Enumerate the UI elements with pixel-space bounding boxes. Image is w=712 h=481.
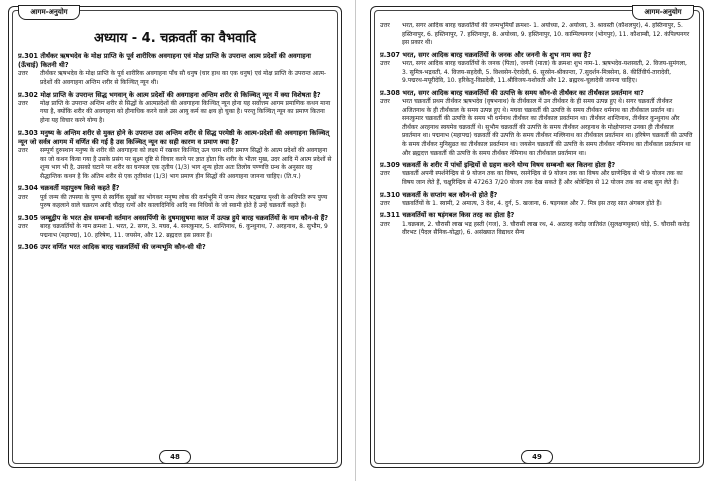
qa-list: [380, 22, 694, 238]
answer: [380, 22, 694, 48]
header-tab: आगम-अनुयोग: [632, 5, 694, 20]
answer: [18, 100, 332, 126]
question: प्र.304 चक्रवर्ती महापुरुष किसे कहते हैं?: [18, 184, 120, 193]
answer-label: उत्तर: [380, 97, 390, 105]
question: प्र.311 चक्रवर्तियों का षड़ंगबल किस तरह का होता है?: [380, 211, 515, 220]
answer: [380, 200, 694, 209]
answer-text: सम्पूर्ण दुरुस्थान मनुष्य के शरीर की अवगाहना को लक्ष्य में रखकर किञ्चित् ऊन चरम शरीर प्रमाण सिद्धों के आत्म प्रदेशों की अवगाहना का जो कथन किया गया है उसके प्रसंग पर सूक्ष्म दृष्टि से विचार करने पर ज्ञात होता कि शरीर के भीतर मुख, उदर आदि में आत्म प्रदेशों से शून्य भाग भी है, उसको घटाने पर शरीर का घनफल एक तृतीय (1/3) भाग शून्य होता अतः तिलोय पण्णत्ति ग्रन्थ के अनुसार वह सैद्धान्तिक कथन है कि अंतिम शरीर से एक तृतीयांश (1/3) भाग प्रमाण हीन सिद्धों की अवगाहना जानना चाहिए। (ति.प.): [40, 146, 332, 180]
answer-label: उत्तर: [380, 59, 390, 67]
answer-label: उत्तर: [18, 99, 28, 107]
question: प्र.305 जम्बूद्वीप के भरत क्षेत्र सम्बन्धी वर्तमान अवसर्पिणी के दुषमासुषमा काल में उत्पन्न हुये बारह चक्रवर्तियों के नाम कौन-से हैं?: [18, 213, 329, 222]
answer-label: उत्तर: [18, 193, 28, 201]
right-page: [370, 6, 704, 468]
answer-label: उत्तर: [380, 199, 390, 207]
qa-list: [18, 52, 332, 252]
answer-text: भरत, सगर आदिक बारह चक्रवर्तियों की जन्मभूमियाँ क्रमशः- 1. अयोध्या, 2. अयोध्या, 3. श्रावस्ती (कौशलपुर), 4. हस्तिनापुर, 5. हस्तिनापुर, 6. हस्तिनापुर, 7. हस्तिनापुर, 8. अयोध्या, 9. हस्तिनापुर, 10. काम्पिल्यनगर (भोगपुर), 11. कौशाम्बी, 12. कंपिल्यनगर इस प्रकार थी।: [402, 22, 690, 47]
answer-text: तीर्थंकर ऋषभदेव के मोक्ष प्राप्ति के पूर्व शारीरिक अवगाहना पाँच सौ धनुष (चार हाथ का एक धनुष) एवं मोक्ष प्राप्ति के उपरान्त आत्म-प्रदेशों की अवगाहना अन्तिम शरीर से किञ्चित् न्यून थी।: [40, 70, 327, 86]
answer-label: उत्तर: [380, 220, 390, 228]
header-tab: आगम-अनुयोग: [18, 5, 80, 20]
question: प्र.308 भरत, सगर आदिक बारह चक्रवर्तियों की उत्पत्ति के समय कौन-से तीर्थंकर का तीर्थंकाल प्रवर्तमान था?: [380, 88, 644, 97]
page-number: 48: [159, 450, 191, 464]
left-page: [8, 6, 342, 468]
question: प्र.303 मनुष्य के अन्तिम शरीर से मुक्त होने के उपरान्त उस अन्तिम शरीर से सिद्ध परमेष्ठी के आत्म-प्रदेशों की अवगाहना किञ्चित् न्यून जो सर्वत्र आगम में वर्णित की गई है उस किञ्चित् न्यून का सही कारण व प्रमाण क्या है?: [18, 128, 330, 146]
chapter-title: अध्याय - 4. चक्रवर्ती का वैभवादि: [93, 31, 257, 46]
answer-text: मोक्ष प्राप्ति के उपरान्त अन्तिम शरीर से सिद्धों के आत्मप्रदेशों की अवगाहना किञ्चित् न्यून होना यह सर्वोत्तम आगम प्रमाणिक कथन माना गया है, क्योंकि शरीर की अवगाहना को हीनाधिक करने वाले उस आयु कर्म का क्षय हो चुका है। परन्तु किञ्चित् न्यून का प्रमाण कितना होना यह विचार करने योग्य है।: [40, 99, 331, 124]
page-number: 49: [521, 450, 553, 464]
question: प्र.309 चक्रवर्ती के शरीर में पांचों इन्द्रियों से ग्रहण करने योग्य विषय सम्बन्धी बल कितना होता है?: [380, 161, 616, 170]
answer-text: बारह चक्रवर्तियों के नाम क्रमशः 1. भरत, 2. सगर, 3. मघव, 4. सनत्कुमार, 5. शान्तिनाथ, 6. कुन्थुनाथ, 7. अरहनाथ, 8. सुभौम, 9 पद्मनाभ (महापद्म), 10. हरिषेण, 11. जयसेन, और 12. ब्रह्मदत्त इस प्रकार हैं।: [40, 222, 328, 239]
answer: [380, 170, 694, 187]
answer: [18, 223, 332, 240]
answer-text: चक्रवर्तियों के 1. स्वामी, 2 अमात्य, 3 देश, 4. दुर्ग, 5. खजाना, 6. षड़गबल और 7. मित्र इस तरह सात अंगबल होते हैं।: [402, 199, 662, 207]
answer-label: उत्तर: [18, 222, 28, 230]
question: प्र.301 तीर्थंकर ऋषभदेव के मोक्ष प्राप्ति के पूर्व शारीरिक अवगाहना एवं मोक्ष प्राप्ति के उपरान्त आत्म प्रदेशों की अवगाहना (ऊँचाई) कितनी थी?: [18, 52, 311, 70]
answer-text: भरत चक्रवर्ती प्रथम तीर्थंकर ऋषभदेव (वृषभनाथ) के तीर्थंकाल में उन तीर्थंकर के ही समय उत्पन्न हुए थे। सगर चक्रवर्ती तीर्थंकर अजितनाथ के ही तीर्थंकाल के समय उत्पन्न हुए थे। मघवा चक्रवर्ती की उत्पत्ति के समय तीर्थंकर धर्मनाथ का तीर्थंकाल प्रवर्तन था। सनत्कुमार चक्रवर्ती की उत्पत्ति के समय भी धर्मनाथ तीर्थंकर का तीर्थंकाल प्रवर्तमान था। तीर्थंकर शान्तिनाथ, तीर्थंकर कुन्थुनाथ और तीर्थंकर अरहनाथ स्वयमेव चक्रवर्ती थे। सुभौम चक्रवर्ती की उत्पत्ति के समय तीर्थंकर अरहनाथ के मोक्षोपरान्त उनका ही तीर्थंकाल प्रवर्तमान था। पद्मनाभ (महापद्म) चक्रवर्ती की उत्पत्ति के समय तीर्थंकर मल्लिनाथ का तीर्थंकाल प्रवर्तमान था। हरिषेण चक्रवर्ती की उत्पत्ति के समय तीर्थंकर मुनिसुव्रत का तीर्थंकाल प्रवर्तमान था। जयसेन चक्रवर्ती की उत्पत्ति के समय तीर्थंकर नमिनाथ का तीर्थंकाल प्रवर्तमान था और ब्रह्मदत्त चक्रवर्ती की उत्पत्ति के समय तीर्थंकर नेमिनाथ का तीर्थंकाल प्रवर्तमान था।: [402, 97, 693, 157]
question: प्र.310 चक्रवर्ती के सप्तांग बल कौन-से होते हैं?: [380, 190, 498, 199]
answer: [18, 194, 332, 211]
answer-label: उत्तर: [380, 170, 390, 178]
right-content: [380, 22, 694, 442]
answer: [380, 60, 694, 86]
answer-text: चक्रवर्ती अपनी स्पर्शनेन्द्रिय से 9 योजन तक का विषय, रसनेन्द्रिय से 9 योजन तक का विषय और घ्राणेन्द्रिय से भी 9 योजन तक का विषय जान लेते हैं, चक्षुरिन्द्रिय से 47263 7/20 योजन तक देख सकते हैं और श्रोत्रेन्द्रिय से 12 योजन तक का शब्द सुन लेते हैं।: [402, 170, 683, 186]
answer-text: भरत, सगर आदिक बारह चक्रवर्तियों के जनक (पिता), जननी (माता) के क्रमशः शुभ नाम-1. ऋषभदेव-यशस्वती, 2. विजय-सुमंगला, 3. सुमित्र-भद्रवती, 4. विजय-सहदेवी, 5. विश्वसेन-ऐरादेवी, 6. सूरसेन-श्रीकान्ता, 7.सुदर्शन-मित्रसेना, 8. कीर्तिवीर्य-तारादेवी, 9.पद्मरथ-मयूरीदेवि, 10. हरिकेतु-विप्रादेवी, 11.श्रीविजय-यशोवती और 12. ब्रह्मरथ-चूलादेवी जानना चाहिए।: [402, 59, 687, 85]
answer-label: उत्तर: [380, 22, 390, 29]
page-gutter: [355, 0, 356, 481]
left-content: [18, 22, 332, 442]
answer-text: पूर्व जन्म की तपस्या के पुण्य से स्वर्गिक सुखों का भोगकर मनुष्य लोक की कर्मभूमि में जन्म लेकर षट्खण्ड पृथ्वी के अधिपति रूप पुण्य पुरुष कहलाने वाले चक्ररत्न आदि चौदह रत्नों और कालादिनिधि आदि नव निधियों के जो स्वामी होते हैं उन्हें चक्रवर्ती कहते हैं।: [40, 193, 328, 210]
answer-text: 1.चक्रबल, 2. चौरासी लाख भद्र हस्ती (गज), 3. चौरासी लाख रथ, 4. अठारह करोड़ जातिवंत (सुलक्षणयुक्त) घोड़े, 5. चौरासी करोड़ वीरभट (पैदल सैनिक-योद्धा), 6. असंख्यात विद्याधर सैन्य: [402, 220, 690, 237]
answer-label: उत्तर: [18, 70, 28, 78]
answer: [18, 70, 332, 87]
answer: [380, 98, 694, 158]
question: प्र.307 भरत, सगर आदिक बारह चक्रवर्तियों के जनक और जननी के शुभ नाम क्या है?: [380, 50, 592, 59]
answer: [18, 147, 332, 181]
answer: [380, 221, 694, 238]
answer-label: उत्तर: [18, 146, 28, 154]
question: प्र.306 उपर वर्णित भरत आदिक बारह चक्रवर्तियों की जन्मभूमि कौन-सी थी?: [18, 243, 206, 252]
question: प्र.302 मोक्ष प्राप्ति के उपरान्त सिद्ध भगवान् के आत्म प्रदेशों की अवगाहना अन्तिम शरीर से किञ्चित् न्यून में क्या विशेषता है?: [18, 90, 321, 99]
